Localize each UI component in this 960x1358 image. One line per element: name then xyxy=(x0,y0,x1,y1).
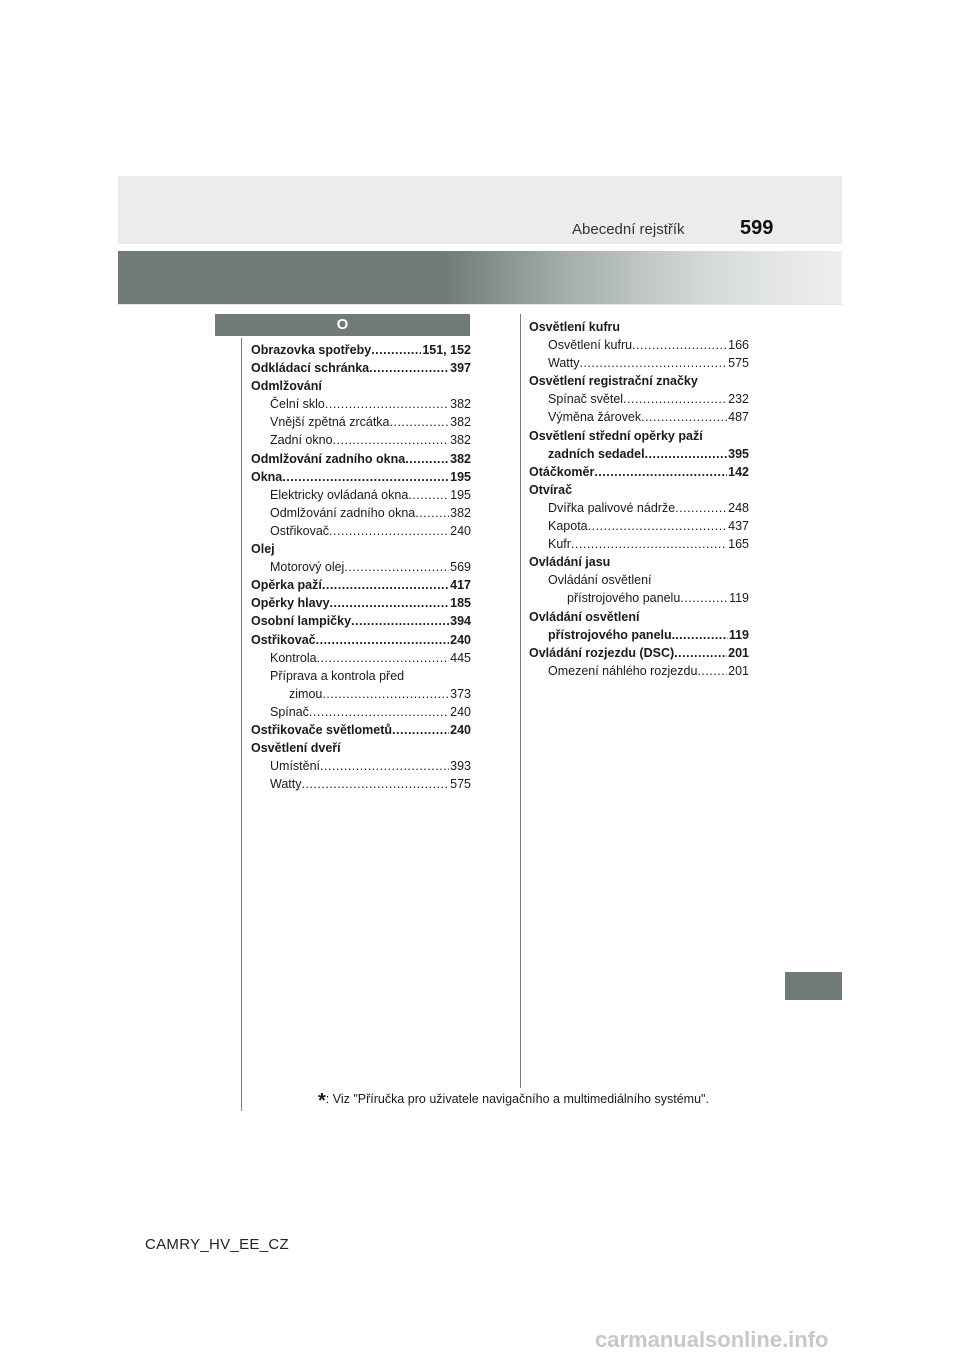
index-entry-page: 437 xyxy=(728,519,749,534)
index-entry xyxy=(529,336,749,354)
index-entry-page: 382 xyxy=(450,433,471,448)
index-entry-page: 373 xyxy=(450,686,471,701)
index-entry-label: Příprava a kontrola před xyxy=(270,668,405,683)
index-entry-label: Spínač xyxy=(270,704,309,719)
index-entry-label: zimou xyxy=(289,686,323,701)
index-entry-label: zadních sedadel xyxy=(548,446,645,461)
dot-leader xyxy=(392,721,449,739)
index-entry-page: 201 xyxy=(728,663,749,678)
index-entry-label: přístrojového panelu xyxy=(567,591,681,606)
dot-leader xyxy=(309,703,449,721)
index-entry-page: 240 xyxy=(450,632,471,647)
index-entry-label: Ovládání jasu xyxy=(529,555,611,570)
dot-leader xyxy=(316,631,450,649)
index-entry xyxy=(251,594,471,612)
index-entry-label: Vnější zpětná zrcátka xyxy=(270,415,390,430)
section-title: Abecední rejstřík xyxy=(572,221,685,238)
index-entry-label: Osobní lampičky xyxy=(251,614,352,629)
index-entry-label: Dvířka palivové nádrže xyxy=(548,500,676,515)
index-entry xyxy=(529,499,749,517)
dot-leader xyxy=(344,558,449,576)
index-entry-label: Obrazovka spotřeby xyxy=(251,343,372,357)
index-entry xyxy=(251,504,471,522)
index-entry-page: 382 xyxy=(450,505,471,520)
index-entry-label: Spínač světel xyxy=(548,392,624,407)
column-rule-middle xyxy=(520,314,521,1088)
index-entry-page: 394 xyxy=(450,614,471,629)
dot-leader xyxy=(322,685,449,703)
index-entry-page: 397 xyxy=(450,361,471,376)
index-entry-page: 185 xyxy=(450,596,471,611)
dot-leader xyxy=(405,450,449,468)
index-entry xyxy=(251,558,471,576)
index-column-right xyxy=(529,318,749,680)
index-entry-page: 195 xyxy=(450,469,471,484)
index-entry xyxy=(529,372,749,390)
index-entry xyxy=(251,612,471,630)
index-entry-label: Ovládání osvětlení xyxy=(548,573,652,588)
index-entry-page: 151, 152 xyxy=(422,343,471,357)
index-entry xyxy=(251,413,471,431)
index-entry-label: Odkládací schránka xyxy=(251,361,370,376)
index-entry-page: 569 xyxy=(450,560,471,575)
gradient-banner xyxy=(118,251,842,304)
index-entry-page: 166 xyxy=(728,338,749,353)
footnote-text: : Viz "Příručka pro uživatele navigačního a multimediálního systému". xyxy=(325,1092,709,1106)
index-entry xyxy=(529,608,749,626)
index-entry xyxy=(529,626,749,644)
dot-leader xyxy=(697,662,727,680)
index-entry xyxy=(251,739,471,757)
index-entry-label: Ovládání osvětlení xyxy=(529,609,640,624)
dot-leader xyxy=(330,594,450,612)
index-entry xyxy=(251,775,471,793)
index-entry xyxy=(251,685,471,703)
index-entry-label: Kufr xyxy=(548,537,571,552)
index-entry xyxy=(251,486,471,504)
index-entry xyxy=(251,359,471,377)
index-entry xyxy=(251,757,471,775)
dot-leader xyxy=(329,522,449,540)
index-entry xyxy=(529,553,749,571)
index-entry xyxy=(251,450,471,468)
index-entry-label: Osvětlení střední opěrky paží xyxy=(529,428,703,443)
dot-leader xyxy=(351,612,449,630)
dot-leader xyxy=(408,486,449,504)
index-entry-label: Ostřikovače světlometů xyxy=(251,722,393,737)
index-entry xyxy=(529,481,749,499)
index-entry-label: Ostřikovač xyxy=(251,632,316,647)
dot-leader xyxy=(674,644,727,662)
chapter-tab xyxy=(785,972,842,1000)
index-entry-label: Opěrka paží xyxy=(251,578,322,593)
index-entry-label: Zadní okno xyxy=(270,433,333,448)
index-entry-label: Čelní sklo xyxy=(270,397,325,412)
index-entry xyxy=(529,589,749,607)
dot-leader xyxy=(675,499,727,517)
index-entry-page: 445 xyxy=(450,650,471,665)
index-entry-page: 487 xyxy=(728,410,749,425)
index-entry-page: 382 xyxy=(450,397,471,412)
index-entry-page: 119 xyxy=(729,591,749,606)
footnote xyxy=(318,1090,709,1113)
index-entry xyxy=(529,535,749,553)
index-entry xyxy=(251,395,471,413)
index-entry-label: Omezení náhlého rozjezdu xyxy=(548,663,698,678)
document-code: CAMRY_HV_EE_CZ xyxy=(145,1236,289,1253)
index-entry-page: 240 xyxy=(450,722,471,737)
index-entry-page: 575 xyxy=(450,777,471,792)
index-column-left xyxy=(251,341,471,793)
index-entry xyxy=(251,341,471,359)
index-letter-header: O xyxy=(215,314,470,336)
index-entry-label: Watty xyxy=(548,356,580,371)
dot-leader xyxy=(301,775,449,793)
dot-leader xyxy=(632,336,727,354)
footnote-marker: * xyxy=(318,1090,326,1112)
index-entry xyxy=(529,318,749,336)
index-entry-label: Olej xyxy=(251,542,275,557)
index-entry-page: 417 xyxy=(450,578,471,593)
index-entry-label: Kontrola xyxy=(270,650,317,665)
index-entry-label: Odmlžování zadního okna xyxy=(251,451,406,466)
index-entry-page: 201 xyxy=(728,645,749,660)
dot-leader xyxy=(588,517,728,535)
index-entry-page: 393 xyxy=(450,759,471,774)
index-entry-page: 240 xyxy=(450,523,471,538)
index-entry-page: 395 xyxy=(728,446,749,461)
dot-leader xyxy=(680,589,728,607)
index-entry-page: 248 xyxy=(728,500,749,515)
index-entry-label: Výměna žárovek xyxy=(548,410,642,425)
index-entry xyxy=(251,667,471,685)
dot-leader xyxy=(322,576,449,594)
dot-leader xyxy=(594,463,727,481)
index-entry-label: Elektricky ovládaná okna xyxy=(270,487,409,502)
dot-leader xyxy=(325,395,449,413)
dot-leader xyxy=(317,649,450,667)
index-entry xyxy=(529,408,749,426)
page-number: 599 xyxy=(740,217,774,239)
index-entry-label: Otáčkoměr xyxy=(529,464,595,479)
index-entry xyxy=(529,354,749,372)
index-entry xyxy=(251,576,471,594)
index-entry-label: Ostřikovač xyxy=(270,523,330,538)
index-entry xyxy=(529,571,749,589)
index-entry-label: Opěrky hlavy xyxy=(251,596,330,611)
index-entry-page: 382 xyxy=(450,451,471,466)
index-entry xyxy=(251,377,471,395)
dot-leader xyxy=(579,354,727,372)
index-entry-page: 142 xyxy=(728,464,749,479)
index-entry xyxy=(251,540,471,558)
column-rule-left xyxy=(241,338,242,1111)
index-entry xyxy=(251,721,471,739)
index-entry-label: Umístění xyxy=(270,759,321,774)
index-entry xyxy=(251,468,471,486)
index-entry-label: Kapota xyxy=(548,519,588,534)
dot-leader xyxy=(675,626,728,644)
index-entry-label: Odmlžování xyxy=(251,379,322,394)
dot-leader xyxy=(415,504,449,522)
index-entry xyxy=(529,662,749,680)
index-entry-page: 195 xyxy=(450,487,471,502)
index-entry-label: Osvětlení registrační značky xyxy=(529,374,698,389)
index-entry-page: 382 xyxy=(450,415,471,430)
dot-leader xyxy=(571,535,727,553)
index-entry xyxy=(529,644,749,662)
index-entry-page: 232 xyxy=(728,392,749,407)
index-entry xyxy=(529,427,749,445)
header-band xyxy=(118,176,842,244)
divider xyxy=(118,304,842,305)
dot-leader xyxy=(333,431,450,449)
index-entry-page: 575 xyxy=(728,356,749,371)
index-entry xyxy=(529,390,749,408)
index-entry xyxy=(251,522,471,540)
index-entry-label: Osvětlení kufru xyxy=(548,338,633,353)
watermark: carmanualsonline.info xyxy=(595,1327,829,1352)
index-entry-label: Okna xyxy=(251,469,283,484)
index-entry-page: 165 xyxy=(728,537,749,552)
dot-leader xyxy=(320,757,449,775)
dot-leader xyxy=(623,390,727,408)
index-entry xyxy=(251,703,471,721)
index-entry-page: 119 xyxy=(728,627,749,642)
index-entry xyxy=(529,445,749,463)
index-entry-label: Odmlžování zadního okna xyxy=(270,505,416,520)
index-entry xyxy=(529,517,749,535)
index-entry-label: Watty xyxy=(270,777,302,792)
index-entry-label: Osvětlení dveří xyxy=(251,741,341,756)
dot-leader xyxy=(371,341,421,359)
dot-leader xyxy=(369,359,449,377)
dot-leader xyxy=(645,445,728,463)
dot-leader xyxy=(641,408,727,426)
index-entry-label: Ovládání rozjezdu (DSC) xyxy=(529,645,675,660)
index-entry-label: Otvírač xyxy=(529,482,573,497)
index-entry-label: Motorový olej xyxy=(270,560,345,575)
index-entry-label: Osvětlení kufru xyxy=(529,320,620,334)
index-entry xyxy=(529,463,749,481)
index-entry-page: 240 xyxy=(450,704,471,719)
index-entry xyxy=(251,649,471,667)
dot-leader xyxy=(282,468,449,486)
index-entry-label: přístrojového panelu. xyxy=(548,627,676,642)
index-entry xyxy=(251,431,471,449)
index-entry xyxy=(251,631,471,649)
dot-leader xyxy=(390,413,450,431)
